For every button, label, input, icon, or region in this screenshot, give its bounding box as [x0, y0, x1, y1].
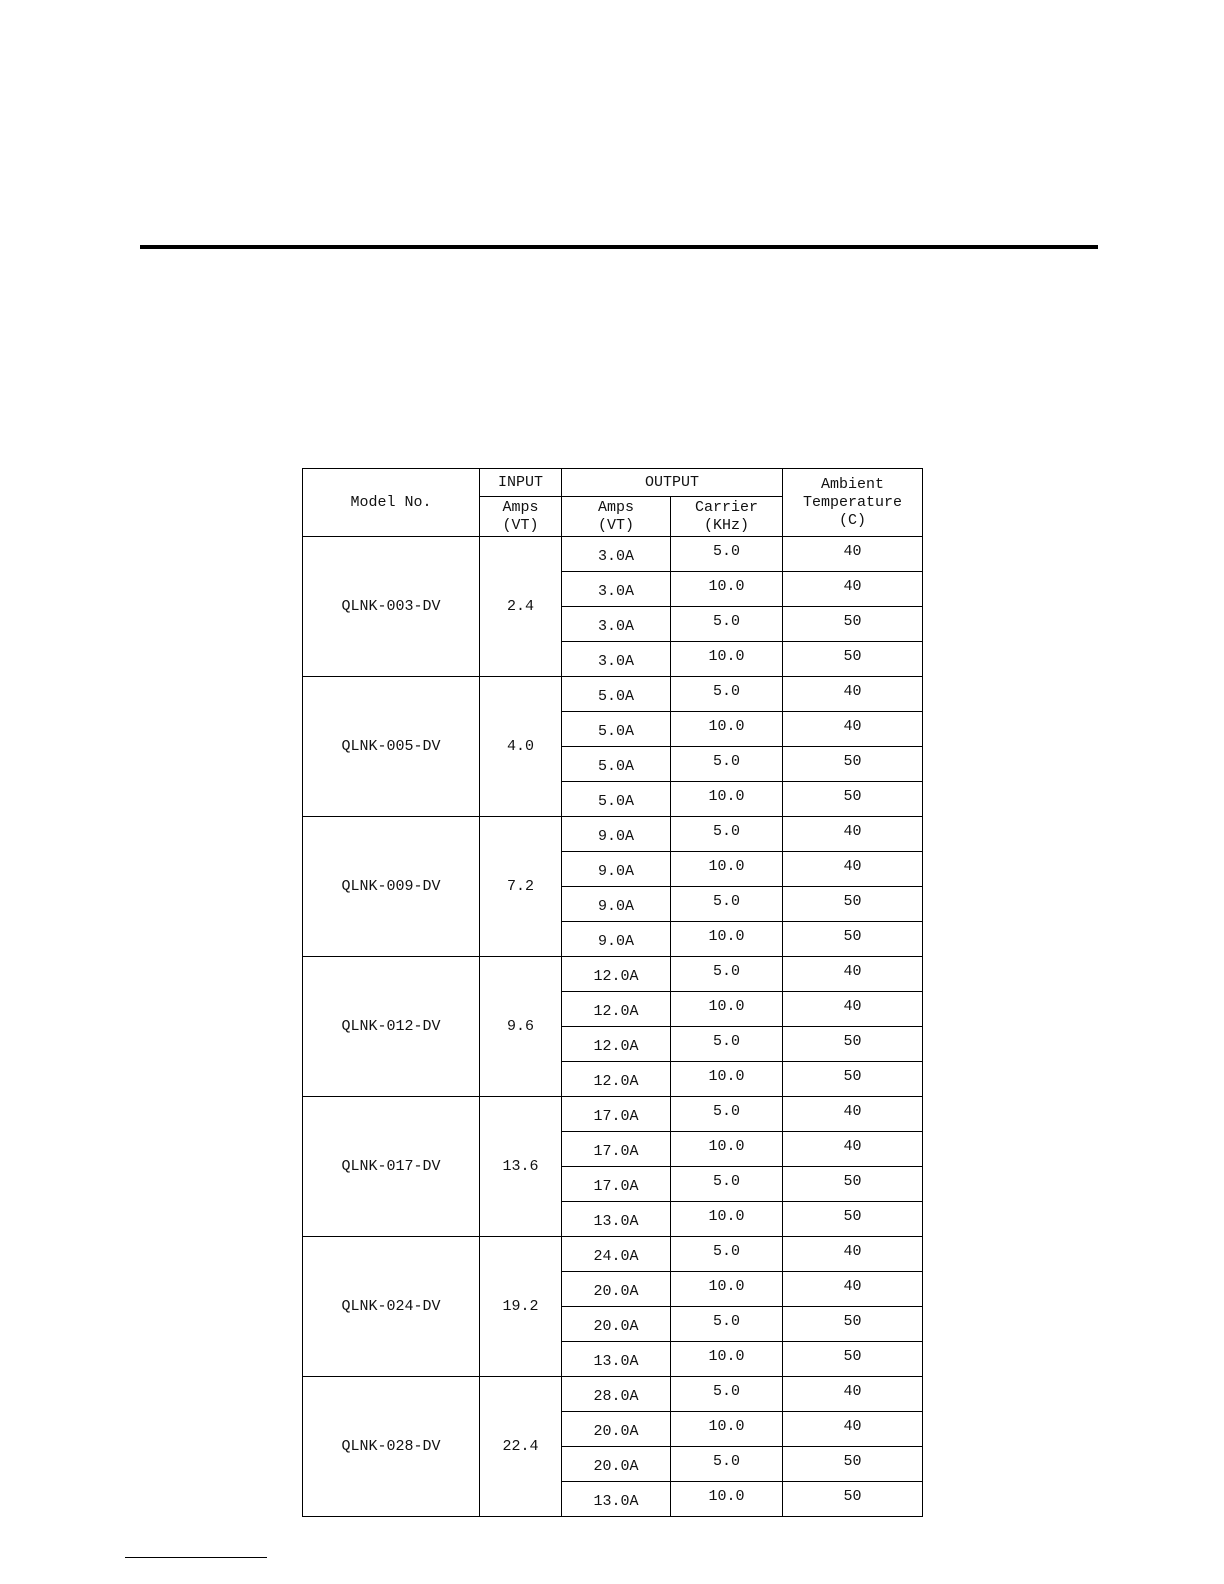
ambient-temp: 50	[783, 1342, 923, 1377]
input-amps-header: Amps (VT)	[480, 497, 562, 537]
carrier-khz: 10.0	[671, 922, 783, 957]
carrier-khz: 5.0	[671, 1447, 783, 1482]
input-amps: 22.4	[480, 1377, 562, 1517]
footnote-rule	[125, 1557, 267, 1558]
output-amps: 9.0A	[562, 922, 671, 957]
output-amps: 20.0A	[562, 1272, 671, 1307]
output-amps: 12.0A	[562, 992, 671, 1027]
output-amps: 13.0A	[562, 1342, 671, 1377]
ambient-temp: 50	[783, 782, 923, 817]
carrier-khz: 5.0	[671, 607, 783, 642]
output-amps: 20.0A	[562, 1307, 671, 1342]
input-header: INPUT	[480, 469, 562, 497]
carrier-khz: 10.0	[671, 572, 783, 607]
ambient-temp: 40	[783, 1097, 923, 1132]
carrier-khz: 10.0	[671, 852, 783, 887]
ambient-temp: 50	[783, 1027, 923, 1062]
carrier-khz: 5.0	[671, 957, 783, 992]
table-row	[303, 817, 923, 852]
table-row	[303, 537, 923, 572]
table-row	[303, 1377, 923, 1412]
output-amps: 17.0A	[562, 1132, 671, 1167]
carrier-khz: 10.0	[671, 1412, 783, 1447]
output-amps: 3.0A	[562, 537, 671, 572]
output-amps: 9.0A	[562, 817, 671, 852]
output-amps-header: Amps (VT)	[562, 497, 671, 537]
ambient-temp: 50	[783, 642, 923, 677]
ambient-temp: 50	[783, 1307, 923, 1342]
output-amps: 12.0A	[562, 1062, 671, 1097]
output-amps: 28.0A	[562, 1377, 671, 1412]
model-number: QLNK-028-DV	[303, 1377, 480, 1517]
ambient-temp: 40	[783, 992, 923, 1027]
output-amps: 20.0A	[562, 1447, 671, 1482]
carrier-khz: 10.0	[671, 782, 783, 817]
carrier-khz: 5.0	[671, 1237, 783, 1272]
ambient-header: Ambient Temperature (C)	[783, 469, 923, 537]
output-amps: 13.0A	[562, 1482, 671, 1517]
carrier-khz: 5.0	[671, 1307, 783, 1342]
output-amps: 3.0A	[562, 642, 671, 677]
output-amps: 5.0A	[562, 677, 671, 712]
carrier-khz: 5.0	[671, 677, 783, 712]
input-amps: 9.6	[480, 957, 562, 1097]
ratings-body	[303, 537, 923, 1517]
ambient-temp: 50	[783, 1482, 923, 1517]
model-number: QLNK-017-DV	[303, 1097, 480, 1237]
ambient-temp: 50	[783, 1167, 923, 1202]
carrier-khz: 5.0	[671, 747, 783, 782]
ambient-temp: 40	[783, 817, 923, 852]
model-number: QLNK-003-DV	[303, 537, 480, 677]
ambient-temp: 40	[783, 1132, 923, 1167]
carrier-khz: 10.0	[671, 642, 783, 677]
input-amps: 7.2	[480, 817, 562, 957]
ambient-temp: 40	[783, 677, 923, 712]
ambient-temp: 40	[783, 1272, 923, 1307]
carrier-khz: 10.0	[671, 1132, 783, 1167]
table-row	[303, 957, 923, 992]
output-amps: 12.0A	[562, 957, 671, 992]
carrier-khz: 10.0	[671, 1062, 783, 1097]
output-amps: 13.0A	[562, 1202, 671, 1237]
model-header: Model No.	[303, 469, 480, 537]
carrier-khz: 5.0	[671, 1377, 783, 1412]
header-rule	[140, 245, 1098, 249]
carrier-khz: 10.0	[671, 1202, 783, 1237]
ambient-temp: 50	[783, 747, 923, 782]
ambient-temp: 40	[783, 712, 923, 747]
model-number: QLNK-005-DV	[303, 677, 480, 817]
input-amps: 2.4	[480, 537, 562, 677]
model-number: QLNK-012-DV	[303, 957, 480, 1097]
output-amps: 5.0A	[562, 712, 671, 747]
ambient-temp: 50	[783, 1447, 923, 1482]
model-number: QLNK-009-DV	[303, 817, 480, 957]
ambient-temp: 40	[783, 1412, 923, 1447]
output-amps: 3.0A	[562, 572, 671, 607]
ambient-temp: 40	[783, 537, 923, 572]
ambient-temp: 40	[783, 1377, 923, 1412]
carrier-khz: 10.0	[671, 1482, 783, 1517]
ambient-temp: 50	[783, 607, 923, 642]
input-amps: 13.6	[480, 1097, 562, 1237]
output-amps: 5.0A	[562, 747, 671, 782]
input-amps: 4.0	[480, 677, 562, 817]
carrier-khz: 5.0	[671, 537, 783, 572]
ambient-temp: 50	[783, 1062, 923, 1097]
table-row	[303, 1097, 923, 1132]
carrier-khz: 5.0	[671, 887, 783, 922]
carrier-khz: 5.0	[671, 1027, 783, 1062]
carrier-khz: 10.0	[671, 712, 783, 747]
output-amps: 9.0A	[562, 852, 671, 887]
output-amps: 5.0A	[562, 782, 671, 817]
output-amps: 20.0A	[562, 1412, 671, 1447]
carrier-khz: 10.0	[671, 992, 783, 1027]
output-amps: 24.0A	[562, 1237, 671, 1272]
carrier-khz: 10.0	[671, 1272, 783, 1307]
output-amps: 3.0A	[562, 607, 671, 642]
ambient-temp: 40	[783, 852, 923, 887]
ambient-temp: 50	[783, 887, 923, 922]
output-header: OUTPUT	[562, 469, 783, 497]
output-amps: 17.0A	[562, 1167, 671, 1202]
output-amps: 12.0A	[562, 1027, 671, 1062]
ratings-table	[302, 468, 923, 1517]
table-row	[303, 677, 923, 712]
carrier-khz: 5.0	[671, 817, 783, 852]
ambient-temp: 40	[783, 572, 923, 607]
ambient-temp: 50	[783, 1202, 923, 1237]
ambient-temp: 40	[783, 957, 923, 992]
carrier-khz: 10.0	[671, 1342, 783, 1377]
input-amps: 19.2	[480, 1237, 562, 1377]
table-row	[303, 1237, 923, 1272]
carrier-header: Carrier (KHz)	[671, 497, 783, 537]
carrier-khz: 5.0	[671, 1097, 783, 1132]
model-number: QLNK-024-DV	[303, 1237, 480, 1377]
ambient-temp: 40	[783, 1237, 923, 1272]
ambient-temp: 50	[783, 922, 923, 957]
output-amps: 17.0A	[562, 1097, 671, 1132]
carrier-khz: 5.0	[671, 1167, 783, 1202]
output-amps: 9.0A	[562, 887, 671, 922]
